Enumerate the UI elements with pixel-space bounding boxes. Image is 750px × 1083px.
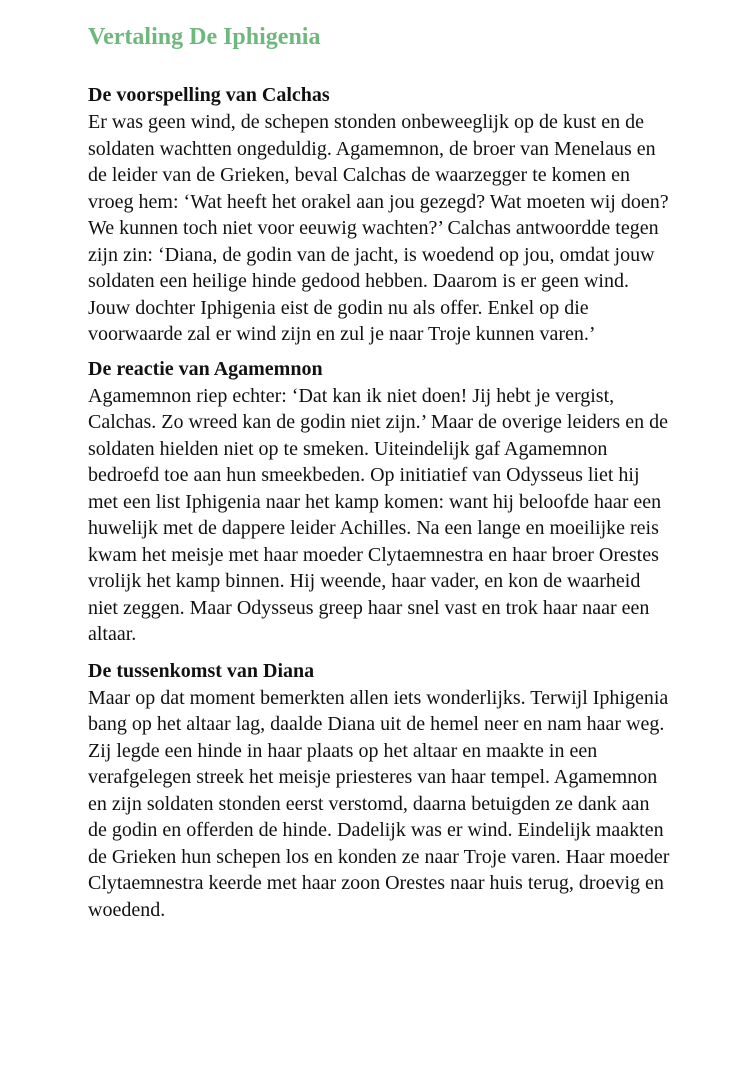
section-tussenkomst-diana	[88, 658, 670, 924]
section-heading: De reactie van Agamemnon	[88, 357, 323, 380]
section-paragraph: Er was geen wind, de schepen stonden onbeweeglijk op de kust en de soldaten wachtten ongeduldig. Agamemnon, de broer van Menelaus en de leider van de Grieken, beval Calchas de waarzegger te komen en vroeg hem: ‘Wat heeft het orakel aan jou gezegd? Wat moeten wij doen? We kunnen toch niet voor eeuwig wachten?’ Calchas antwoordde tegen zijn zin: ‘Diana, de godin van de jacht, is woedend op jou, omdat jouw soldaten een heilige hinde gedood hebben. Daarom is er geen wind. Jouw dochter Iphigenia eist de godin nu als offer. Enkel op die voorwaarde zal er wind zijn en zul je naar Troje kunnen varen.’	[88, 111, 669, 345]
section-reactie-agamemnon	[88, 356, 670, 648]
section-voorspelling-calchas	[88, 82, 670, 348]
page-title: Vertaling De Iphigenia	[88, 24, 321, 50]
section-heading: De tussenkomst van Diana	[88, 659, 315, 682]
section-heading: De voorspelling van Calchas	[88, 84, 330, 106]
section-paragraph: Agamemnon riep echter: ‘Dat kan ik niet doen! Jij hebt je vergist, Calchas. Zo wreed kan de godin niet zijn.’ Maar de overige leiders en de soldaten hielden niet op te smeken. Uiteindelijk gaf Agamemnon bedroefd toe aan hun smeekbeden. Op initiatief van Odysseus liet hij met een list Iphigenia naar het kamp komen: want hij beloofde haar een huwelijk met de dappere leider Achilles. Na een lange en moeilijke reis kwam het meisje met haar moeder Clytaemnestra en haar broer Orestes vrolijk het kamp binnen. Hij weende, haar vader, en kon de waarheid niet zeggen. Maar Odysseus greep haar snel vast en trok haar naar een altaar.	[88, 384, 668, 645]
section-paragraph: Maar op dat moment bemerkten allen iets wonderlijks. Terwijl Iphigenia bang op het altaar lag, daalde Diana uit de hemel neer en nam haar weg. Zij legde een hinde in haar plaats op het altaar en maakte in een verafgelegen streek het meisje priesteres van haar tempel. Agamemnon en zijn soldaten stonden eerst verstomd, daarna betuigden ze dank aan de godin en offerden de hinde. Dadelijk was er wind. Eindelijk maakten de Grieken hun schepen los en konden ze naar Troje varen. Haar moeder Clytaemnestra keerde met haar zoon Orestes naar huis terug, droevig en woedend.	[88, 686, 670, 921]
